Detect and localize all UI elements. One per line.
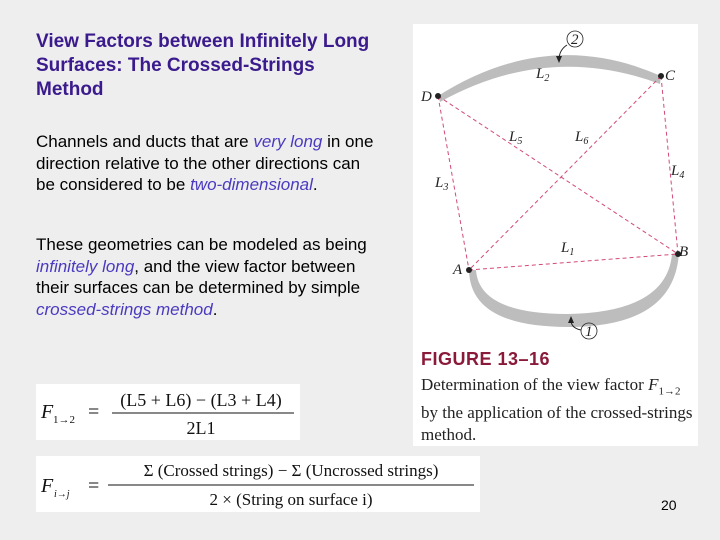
- label-C: C: [665, 68, 676, 84]
- emphasis-crossed-strings: crossed-strings method: [36, 299, 213, 319]
- eq1-lhs-sub: 1→2: [53, 414, 75, 426]
- label-B: B: [679, 244, 689, 260]
- point-C: [658, 73, 664, 79]
- point-D: [435, 93, 441, 99]
- paragraph-infinitely-long: [36, 234, 381, 320]
- eq2-equals: =: [88, 475, 100, 497]
- strings: [438, 76, 678, 270]
- text-run: Channels and ducts that are: [36, 132, 254, 151]
- surface-2: [438, 55, 661, 102]
- text-run: .: [312, 175, 318, 194]
- paragraph-two-dimensional: [36, 131, 381, 196]
- label-L4: $L_4$: [671, 163, 685, 181]
- equation-crossed-strings-specific: [36, 384, 300, 440]
- eq1-lhs: F: [41, 401, 54, 423]
- figure-label: FIGURE 13–16: [421, 349, 551, 369]
- page-number: 20: [661, 497, 677, 513]
- text-run: .: [212, 299, 218, 319]
- label-L5: $L_5$: [509, 129, 523, 147]
- eq2-denominator: 2 × (String on surface i): [209, 490, 373, 509]
- label-A: A: [453, 262, 463, 278]
- point-A: [466, 267, 472, 273]
- label-L6: $L_6$: [575, 129, 589, 147]
- slide-title: View Factors between Infinitely Long Surfaces: The Crossed-Strings Method: [36, 31, 370, 100]
- svg-text:2: 2: [571, 32, 579, 48]
- emphasis-two-dimensional: two-dimensional: [190, 175, 313, 194]
- figure-13-16: [413, 24, 698, 446]
- label-L2: $L_2$: [536, 66, 550, 84]
- string-L5: [438, 96, 678, 254]
- emphasis-infinitely-long: infinitely long: [36, 256, 135, 276]
- text-run: , and the view factor between their surfaces can be determined by simple: [36, 256, 361, 297]
- text-run: in one direction relative to the other directions can be considered to be: [36, 132, 374, 194]
- eq1-numerator: (L5 + L6) − (L3 + L4): [120, 390, 282, 410]
- eq2-lhs: F: [41, 475, 54, 497]
- equation-crossed-strings-general: [36, 456, 480, 512]
- text-run: These geometries can be modeled as being: [36, 235, 367, 254]
- crossed-strings-diagram: [413, 24, 698, 349]
- eq2-lhs-sub: i→j: [54, 489, 70, 500]
- surface-1: [469, 252, 679, 327]
- eq1-equals: =: [88, 401, 100, 423]
- label-L1: $L_1$: [561, 240, 575, 258]
- figure-caption: Determination of the view factor $F_{1\to 2}$ by the application of the crossed-strings method.: [421, 375, 693, 445]
- eq1-denominator: 2L1: [186, 418, 216, 438]
- eq2-numerator: Σ (Crossed strings) − Σ (Uncrossed strings): [143, 461, 439, 480]
- label-D: D: [421, 89, 432, 105]
- emphasis-very-long: very long: [253, 132, 323, 151]
- svg-text:1: 1: [585, 324, 593, 340]
- label-L3: $L_3$: [435, 175, 449, 193]
